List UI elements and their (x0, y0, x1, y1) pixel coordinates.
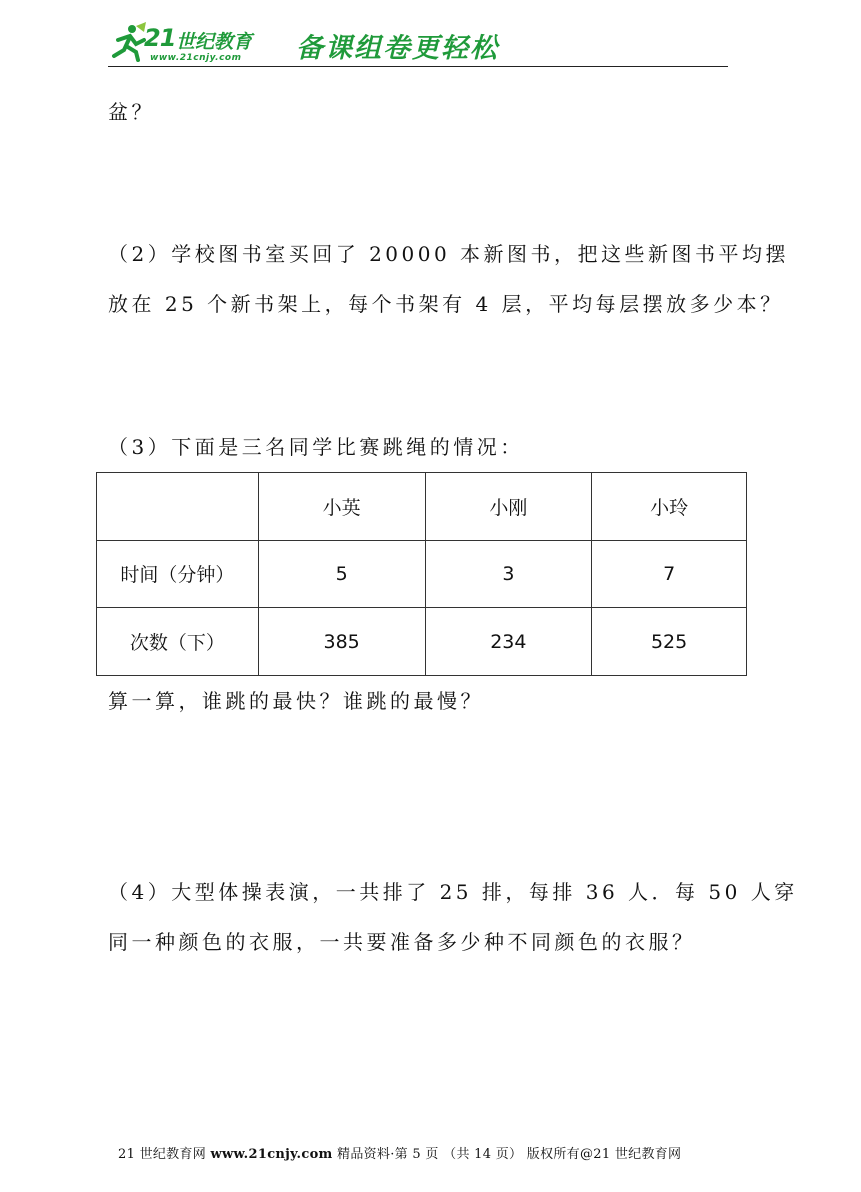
table-row (97, 540, 747, 608)
header-divider (108, 66, 728, 67)
table-header-cell: 小英 (258, 473, 425, 541)
runner-logo-icon (108, 22, 148, 62)
table-header-cell: 小刚 (425, 473, 592, 541)
question-4-line-2: 同一种颜色的衣服，一共要准备多少种不同颜色的衣服？ (108, 930, 696, 954)
question-3-question: 算一算，谁跳的最快？谁跳的最慢？ (108, 689, 484, 713)
table-cell: 385 (258, 608, 425, 676)
table-cell: 3 (425, 540, 592, 608)
row-label: 次数（下） (97, 608, 259, 676)
table-cell: 5 (258, 540, 425, 608)
row-label: 时间（分钟） (97, 540, 259, 608)
table-header-cell (97, 473, 259, 541)
logo-number: 21 (144, 24, 176, 52)
page-header (108, 22, 728, 68)
logo-text: 世纪教育 (176, 31, 253, 53)
question-2-line-1: （2）学校图书室买回了 20000 本新图书，把这些新图书平均摆 (108, 242, 790, 266)
table-row (97, 608, 747, 676)
table-header-cell: 小玲 (592, 473, 747, 541)
jump-rope-table (96, 472, 747, 676)
question-3-intro: （3）下面是三名同学比赛跳绳的情况： (108, 435, 524, 459)
table-cell: 7 (592, 540, 747, 608)
footer-url-link[interactable]: www.21cnjy.com (210, 1147, 333, 1162)
table-cell: 234 (425, 608, 592, 676)
footer-site: 21 世纪教育网 (118, 1147, 207, 1162)
header-slogan: 备课组卷更轻松 (296, 33, 499, 64)
question-2-line-2: 放在 25 个新书架上，每个书架有 4 层，平均每层摆放多少本？ (108, 292, 784, 316)
continued-text: 盆？ (108, 100, 155, 124)
page-footer (118, 1143, 681, 1162)
table-header-row (97, 473, 747, 541)
footer-info: 精品资料·第 5 页 （共 14 页） 版权所有@21 世纪教育网 (337, 1147, 682, 1162)
question-4-line-1: （4）大型体操表演，一共排了 25 排，每排 36 人．每 50 人穿 (108, 880, 798, 904)
logo-url: www.21cnjy.com (150, 53, 242, 63)
table-cell: 525 (592, 608, 747, 676)
